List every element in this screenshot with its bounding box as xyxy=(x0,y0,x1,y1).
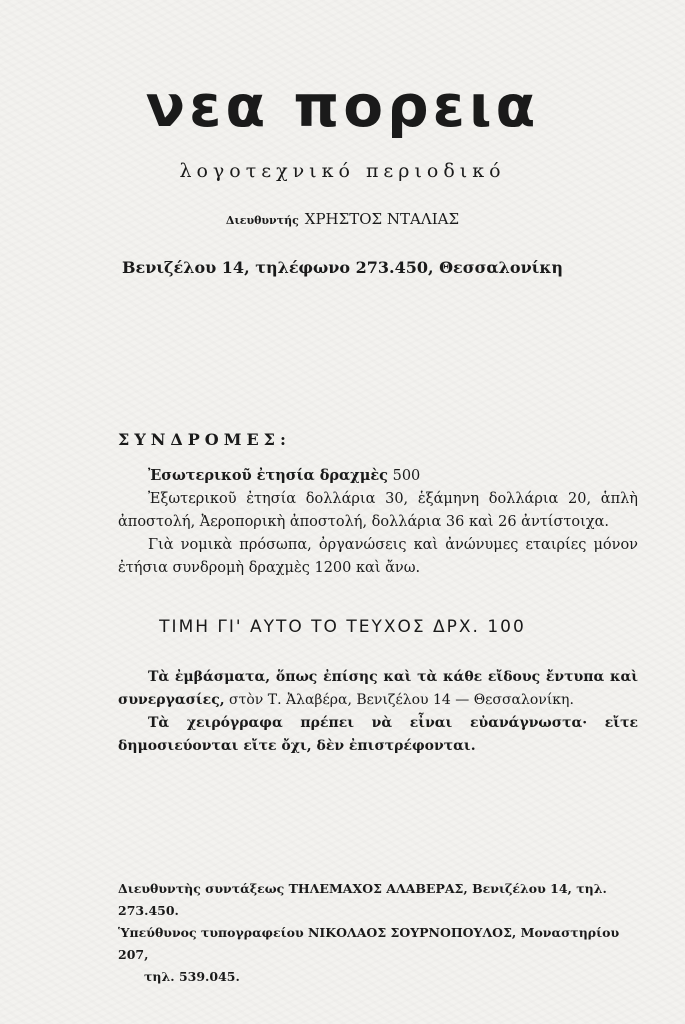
remittances-rest: στὸν Τ. Ἀλαβέρα, Βενιζέλου 14 — Θεσσαλονίκη. xyxy=(229,692,574,708)
subscriptions-heading: ΣΥΝΔΡΟΜΕΣ: xyxy=(118,430,291,449)
domestic-subscription xyxy=(118,464,638,488)
printer-credit xyxy=(118,922,638,966)
notes-text xyxy=(118,666,638,758)
magazine-title: νεα πορεια xyxy=(145,72,540,140)
manuscripts-note xyxy=(118,712,638,758)
remittances-bold: Τὰ ἐμβάσματα, ὅπως ἐπίσης καὶ τὰ κάθε εἴδους ἔντυπα καὶ συνεργασίες, xyxy=(118,669,638,708)
printer-phone-text: τηλ. 539.045. xyxy=(144,969,240,984)
legal-entities-subscription: Γιὰ νομικὰ πρόσωπα, ὀργανώσεις καὶ ἀνώνυμες εταιρίες μόνον ἐτήσια συνδρομὴ δραχμὲς 1200 καὶ ἄνω. xyxy=(118,537,638,576)
footer-credits xyxy=(118,878,638,988)
editor-credit xyxy=(118,878,638,922)
domestic-value: 500 xyxy=(392,468,421,484)
foreign-subscription: Ἐξωτερικοῦ ἐτησία δολλάρια 30, ἑξάμηνη δολλάρια 20, ἁπλὴ ἀποστολή, Ἀεροπορικὴ ἀποστολή, δολλάρια 36 καὶ 26 ἀντίστοιχα. xyxy=(118,491,638,530)
printer-phone xyxy=(118,966,638,988)
printer-credit-text: Ὑπεύθυνος τυπογραφείου ΝΙΚΟΛΑΟΣ ΣΟΥΡΝΟΠΟΥΛΟΣ, Μοναστηρίου 207, xyxy=(118,925,620,962)
magazine-subtitle: λογοτεχνικό περιοδικό xyxy=(179,160,506,182)
issue-price: ΤΙΜΗ ΓΙ' ΑΥΤΟ ΤΟ ΤΕΥΧΟΣ ΔΡΧ. 100 xyxy=(159,617,526,637)
domestic-label: Ἐσωτερικοῦ ἐτησία δραχμὲς xyxy=(148,467,388,484)
director-line xyxy=(0,210,685,228)
subscriptions-text xyxy=(118,464,638,580)
editor-credit-text: Διευθυντὴς συντάξεως ΤΗΛΕΜΑΧΟΣ ΑΛΑΒΕΡΑΣ, Βενιζέλου 14, τηλ. 273.450. xyxy=(118,881,607,918)
address-line: Βενιζέλου 14, τηλέφωνο 273.450, Θεσσαλονίκη xyxy=(121,258,564,277)
director-label: Διευθυντής xyxy=(225,214,299,227)
remittances-note xyxy=(118,666,638,712)
director-name: ΧΡΗΣΤΟΣ ΝΤΑΛΙΑΣ xyxy=(304,210,460,228)
manuscripts-bold: Τὰ χειρόγραφα πρέπει νὰ εἶναι εὐανάγνωστα· εἴτε δημοσιεύονται εἴτε ὄχι, δὲν ἐπιστρέφονται. xyxy=(118,715,638,754)
